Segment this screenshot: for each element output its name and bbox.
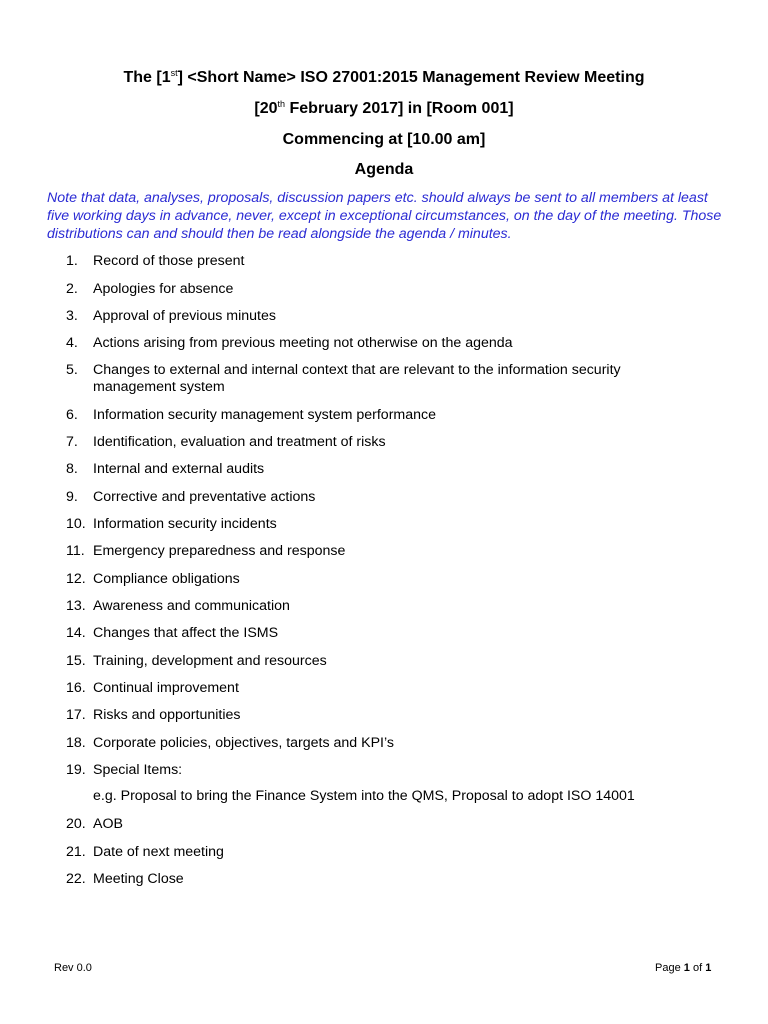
agenda-item-text: Apologies for absence (93, 281, 234, 297)
agenda-item-number: 15. (66, 653, 86, 669)
agenda-item-text: Continual improvement (93, 680, 239, 696)
page-total: 1 (705, 962, 712, 974)
title-line1-prefix: The [1 (123, 69, 171, 86)
agenda-item-text: Corrective and preventative actions (93, 489, 316, 505)
agenda-item-number: 7. (66, 434, 78, 450)
agenda-item-text: Actions arising from previous meeting not otherwise on the agenda (93, 335, 513, 351)
agenda-item-number: 13. (66, 598, 86, 614)
agenda-item-number: 4. (66, 335, 78, 351)
title-line2-prefix: [20 (254, 100, 278, 117)
agenda-item-number: 5. (66, 362, 78, 378)
agenda-item-text: Meeting Close (93, 871, 184, 887)
agenda-item-text: Special Items: (93, 762, 183, 778)
agenda-heading: Agenda (354, 161, 414, 178)
title-line1-suffix: ] <Short Name> ISO 27001:2015 Management Review Meeting (177, 69, 645, 86)
revision-label: Rev 0.0 (54, 962, 92, 974)
agenda-item-number: 6. (66, 407, 78, 423)
agenda-item-number: 19. (66, 762, 86, 778)
agenda-item-text: Identification, evaluation and treatment of risks (93, 434, 386, 450)
agenda-item-number: 10. (66, 516, 86, 532)
title-line2-superscript: th (277, 99, 286, 109)
agenda-item-number: 16. (66, 680, 86, 696)
agenda-item-text: Corporate policies, objectives, targets and KPI’s (93, 735, 394, 751)
agenda-item-text: Approval of previous minutes (93, 308, 276, 324)
agenda-item-text: Changes to external and internal context that are relevant to the information security management system (93, 362, 621, 395)
title-line2-suffix: February 2017] in [Room 001] (285, 100, 514, 117)
agenda-item-text: Date of next meeting (93, 844, 224, 860)
agenda-item-number: 18. (66, 735, 86, 751)
agenda-item-number: 21. (66, 844, 86, 860)
agenda-item-text: Compliance obligations (93, 571, 240, 587)
agenda-item-number: 9. (66, 489, 78, 505)
agenda-item-text: Changes that affect the ISMS (93, 625, 279, 641)
distribution-note: Note that data, analyses, proposals, discussion papers etc. should always be sent to all members at least five working days in advance, never, except in exceptional circumstances, on the day of the meeting. Those distributions can and should then be read alongside the agenda / minutes. (47, 190, 722, 242)
agenda-item-number: 17. (66, 707, 86, 723)
agenda-item-number: 12. (66, 571, 86, 587)
agenda-item-text: Training, development and resources (93, 653, 327, 669)
agenda-item-number: 8. (66, 461, 78, 477)
agenda-item-text: Risks and opportunities (93, 707, 241, 723)
agenda-item-text: Information security management system performance (93, 407, 437, 423)
page-number (655, 961, 711, 975)
meeting-start-time: Commencing at [10.00 am] (282, 131, 486, 148)
agenda-item-number: 2. (66, 281, 78, 297)
agenda-item-number: 1. (66, 253, 78, 269)
agenda-item-text: Emergency preparedness and response (93, 543, 346, 559)
agenda-item-number: 20. (66, 816, 86, 832)
page-label: Page (655, 962, 681, 974)
agenda-item-number: 3. (66, 308, 78, 324)
page-of: of (692, 962, 703, 974)
agenda-item-number: 11. (66, 543, 85, 559)
agenda-item-text: Information security incidents (93, 516, 277, 532)
agenda-item-text: Record of those present (93, 253, 245, 269)
special-items-example: e.g. Proposal to bring the Finance System into the QMS, Proposal to adopt ISO 14001 (93, 788, 635, 804)
agenda-item-text: AOB (93, 816, 123, 832)
agenda-item-text: Awareness and communication (93, 598, 290, 614)
page-current: 1 (683, 962, 690, 974)
agenda-item-text: Internal and external audits (93, 461, 265, 477)
agenda-item-number: 14. (66, 625, 86, 641)
agenda-item-number: 22. (66, 871, 86, 887)
title-line1-superscript: st (170, 68, 178, 78)
